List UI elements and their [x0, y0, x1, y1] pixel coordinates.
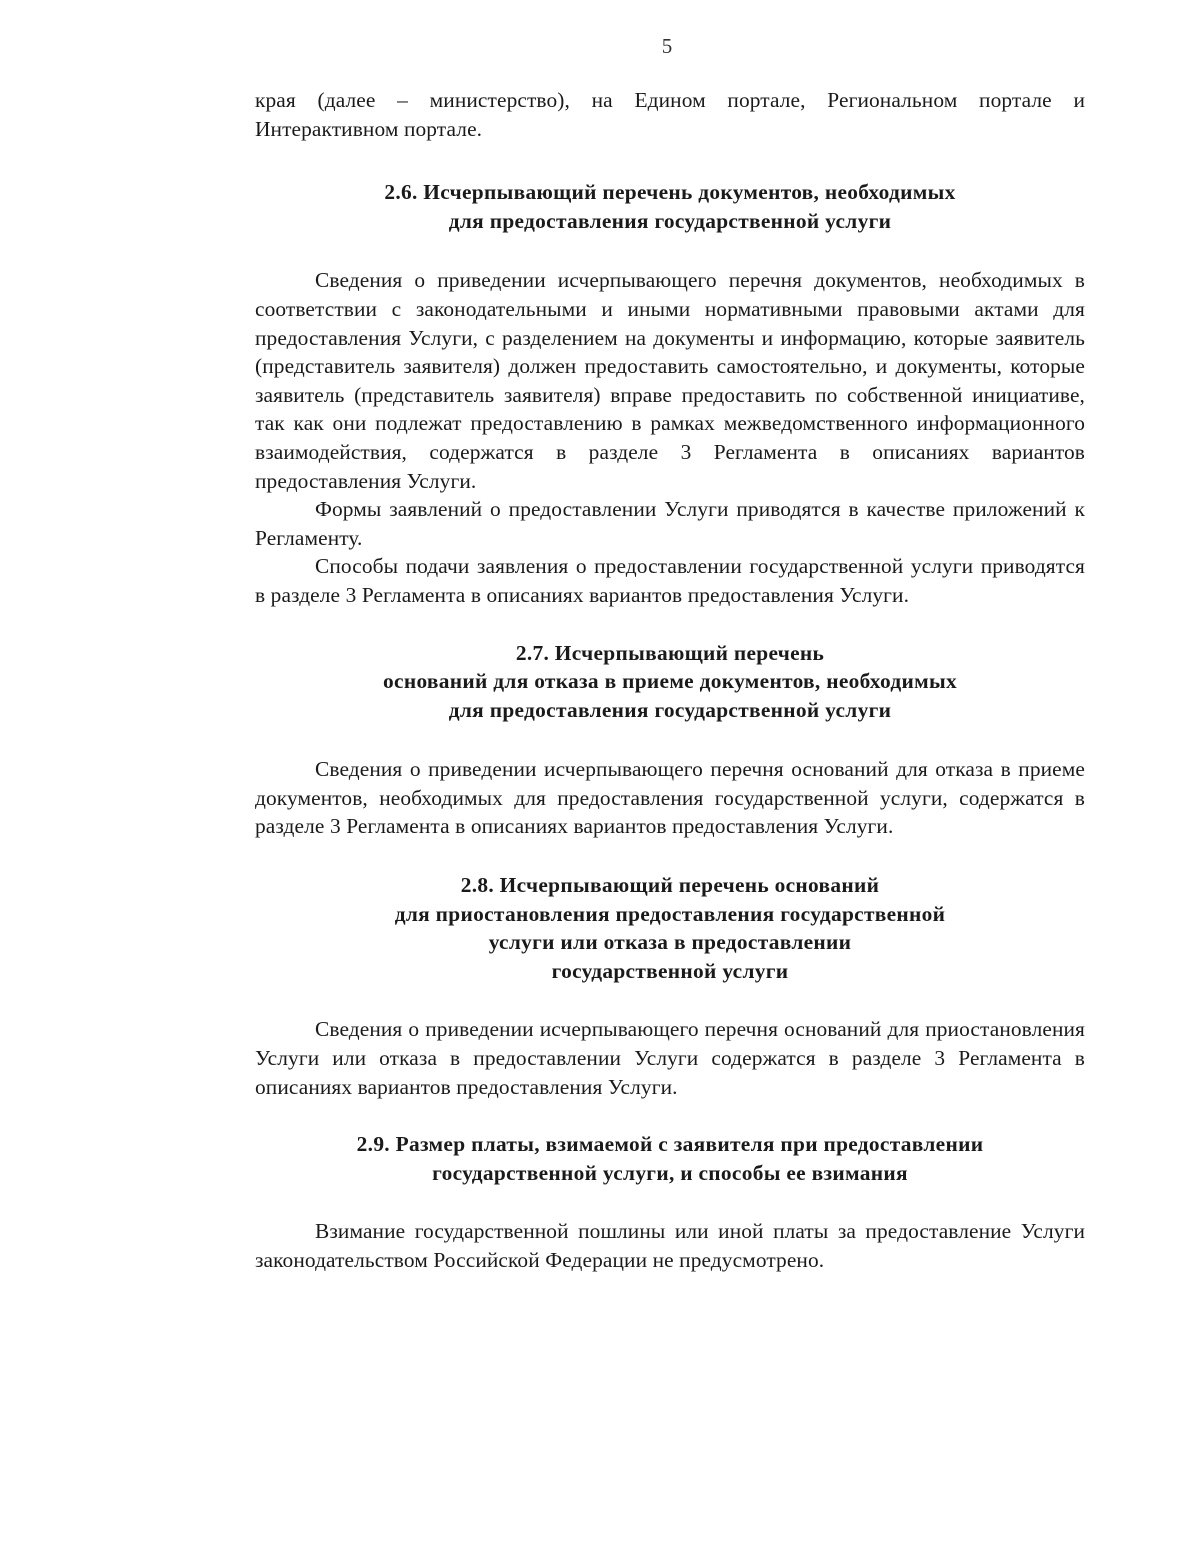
- section-2-9-paragraph: Взимание государственной пошлины или иной платы за предоставление Услуги законодательством Российской Федерации не предусмотрено.: [255, 1219, 1085, 1272]
- section-2-6-paragraph: Сведения о приведении исчерпывающего перечня документов, необходимых в соответствии с законодательными и иными нормативными правовыми актами для предоставления Услуги, с разделением на документы и информацию, которые заявитель (представитель заявителя) должен предоставить самостоятельно, и документы, которые заявитель (представитель заявителя) вправе предоставить по собственной инициативе, так как они подлежат предоставлению в рамках межведомственного информационного взаимодействия, содержатся в разделе 3 Регламента в описаниях вариантов предоставления Услуги.: [255, 268, 1085, 493]
- heading-line: для предоставления государственной услуги: [448, 697, 892, 722]
- section-2-6-paragraph: Формы заявлений о предоставлении Услуги приводятся в качестве приложений к Регламенту.: [255, 497, 1085, 550]
- heading-line: государственной услуги, и способы ее взимания: [432, 1160, 908, 1185]
- heading-line: для предоставления государственной услуги: [448, 208, 892, 233]
- heading-line: услуги или отказа в предоставлении: [488, 930, 852, 955]
- section-2-9-heading: [255, 1130, 1085, 1187]
- heading-line: 2.8. Исчерпывающий перечень оснований: [460, 873, 880, 898]
- section-2-6-heading: [255, 178, 1085, 235]
- heading-line: оснований для отказа в приеме документов, необходимых: [383, 669, 957, 694]
- intro-paragraph: края (далее – министерство), на Едином портале, Региональном портале и Интерактивном портале.: [255, 88, 1085, 141]
- heading-line: 2.9. Размер платы, взимаемой с заявителя при предоставлении: [356, 1132, 984, 1157]
- document-body: [255, 86, 1085, 1275]
- heading-line: государственной услуги: [551, 958, 789, 983]
- heading-line: 2.6. Исчерпывающий перечень документов, необходимых: [384, 180, 956, 205]
- page-number: 5: [661, 34, 673, 58]
- section-2-7-paragraph: Сведения о приведении исчерпывающего перечня оснований для отказа в приеме документов, необходимых для предоставления государственной услуги, содержатся в разделе 3 Регламента в описаниях вариантов предоставления Услуги.: [255, 757, 1085, 839]
- section-2-8-paragraph: Сведения о приведении исчерпывающего перечня оснований для приостановления Услуги или отказа в предоставлении Услуги содержатся в разделе 3 Регламента в описаниях вариантов предоставления Услуги.: [255, 1017, 1085, 1099]
- section-2-6-paragraph: Способы подачи заявления о предоставлении государственной услуги приводятся в разделе 3 Регламента в описаниях вариантов предоставления Услуги.: [255, 554, 1085, 607]
- heading-line: для приостановления предоставления государственной: [394, 901, 946, 926]
- section-2-8-heading: [255, 871, 1085, 985]
- section-2-7-heading: [255, 639, 1085, 725]
- heading-line: 2.7. Исчерпывающий перечень: [515, 640, 825, 665]
